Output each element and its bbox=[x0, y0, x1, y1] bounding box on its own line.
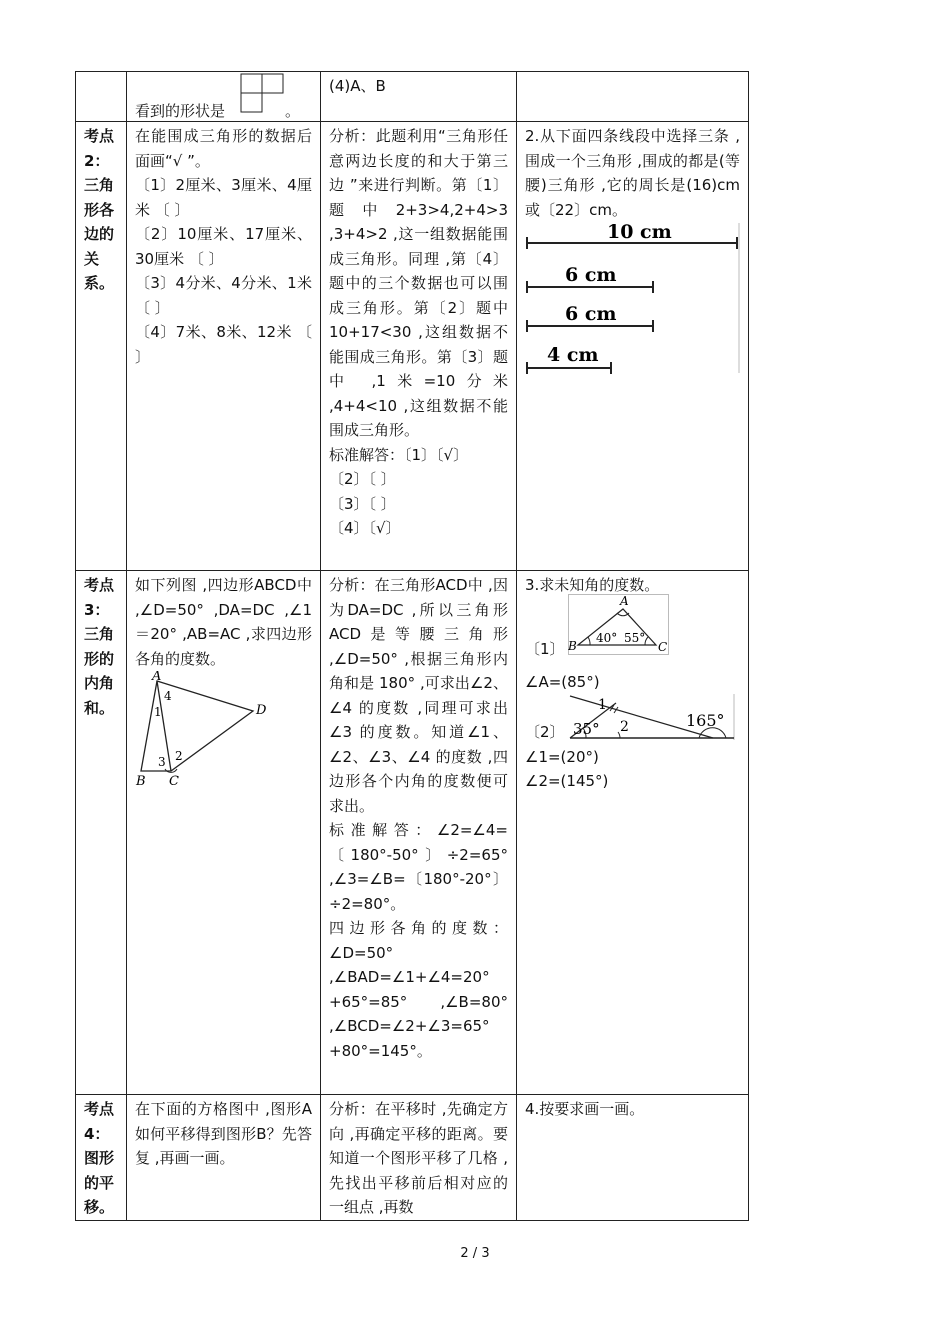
result-text: 四边形各角的度数：∠D=50° ,∠BAD=∠1+∠4=20°+65°=85° ,∠B=80° ,∠BCD=∠2+∠3=65°+80°=145°。 bbox=[329, 919, 508, 1060]
page-number: 2 / 3 bbox=[460, 1246, 490, 1261]
row0-example-end: 。 bbox=[285, 102, 301, 120]
angle-label: 1 bbox=[598, 697, 607, 713]
row2-exercise-cell bbox=[517, 571, 749, 1095]
example-text: 如下列图 ,四边形ABCD中 ,∠D=50° ,DA=DC ,∠1＝20° ,AB=AC ,求四边形各角的度数。 bbox=[135, 576, 312, 668]
vertex-label: B bbox=[568, 639, 577, 653]
row0-exercise-cell bbox=[517, 72, 749, 122]
example-text: 在下面的方格图中 ,图形A如何平移得到图形B？先答复 ,再画一画。 bbox=[135, 1100, 312, 1167]
row3-exercise-cell bbox=[517, 1095, 749, 1221]
angle-label: 35° bbox=[573, 720, 600, 738]
segment-label: 10 cm bbox=[607, 223, 672, 243]
answer-line: 〔2〕〔 〕 bbox=[329, 470, 396, 488]
quadrilateral-figure bbox=[135, 671, 275, 787]
row2-analysis-cell bbox=[321, 571, 517, 1095]
triangle-figure bbox=[568, 594, 670, 656]
angle-label: 2 bbox=[175, 749, 183, 763]
vertex-label: C bbox=[658, 640, 668, 654]
row0-analysis-cell bbox=[321, 72, 517, 122]
table-row bbox=[76, 1095, 749, 1221]
analysis-text: 分析：此题利用“三角形任意两边长度的和大于第三边 ”来进行判断。第〔1〕题中2+3>4,2+4>3 ,3+4>2 ,这一组数据能围成三角形。同理 ,第〔4〕题中的三个数据也可以围成三角形。第〔2〕题中 10+17<30 ,这组数据不能围成三角形。第〔3〕题中 ,1米=10分米 ,4+4<10 ,这组数据不能围成三角形。 bbox=[329, 127, 508, 439]
vertex-label: C bbox=[169, 774, 179, 787]
row0-analysis-text: (4)A、B bbox=[329, 77, 386, 95]
row1-label-cell bbox=[76, 122, 127, 571]
question-answer: ∠1=(20°) bbox=[525, 748, 599, 766]
topic-label: 考点3：三角形的内角和。 bbox=[84, 576, 115, 717]
exercise-text: 2.从下面四条线段中选择三条 ,围成一个三角形 ,围成的都是(等腰)三角形 ,它的周长是(16)cm或〔22〕cm。 bbox=[525, 127, 740, 219]
vertex-label: A bbox=[152, 671, 162, 684]
vertex-label: B bbox=[136, 774, 146, 787]
row1-exercise-cell bbox=[517, 122, 749, 571]
segment-label: 4 cm bbox=[547, 344, 599, 366]
angle-label: 4 bbox=[164, 689, 172, 703]
shape-view-figure bbox=[240, 72, 290, 116]
example-item: 〔3〕4分米、4分米、1米 〔 〕 bbox=[135, 274, 312, 317]
exercise-text: 4.按要求画一画。 bbox=[525, 1100, 645, 1118]
row1-analysis-cell bbox=[321, 122, 517, 571]
angle-label: 1 bbox=[154, 705, 162, 719]
angle-label: 165° bbox=[686, 711, 725, 730]
question-label: 〔2〕 bbox=[525, 723, 565, 741]
vertex-label: D bbox=[256, 703, 267, 718]
example-item: 〔2〕10厘米、17厘米、30厘米 〔 〕 bbox=[135, 225, 312, 268]
table-row bbox=[76, 72, 749, 122]
angle-label: 40° bbox=[596, 631, 618, 645]
angle-label: 2 bbox=[620, 719, 629, 735]
table-row bbox=[76, 571, 749, 1095]
row3-label-cell bbox=[76, 1095, 127, 1221]
answer-line: 〔4〕〔√〕 bbox=[329, 519, 401, 537]
segments-figure bbox=[525, 223, 741, 375]
vertex-label: A bbox=[620, 594, 629, 608]
exercise-title: 3.求未知角的度数。 bbox=[525, 576, 660, 594]
knowledge-table bbox=[75, 71, 749, 1221]
angle-label: 3 bbox=[158, 755, 166, 769]
example-intro: 在能围成三角形的数据后面画“√ ”。 bbox=[135, 127, 312, 170]
row0-example-cell bbox=[127, 72, 321, 122]
question-answer: ∠A=(85°) bbox=[525, 673, 600, 691]
angle-label: 55° bbox=[624, 631, 646, 645]
table-row bbox=[76, 122, 749, 571]
row2-example-cell bbox=[127, 571, 321, 1095]
row0-example-text: 看到的形状是 bbox=[135, 102, 226, 120]
question-label: 〔1〕 bbox=[525, 640, 565, 658]
analysis-text: 分析：在三角形ACD中 ,因为DA=DC ,所以三角形ACD是等腰三角形 ,∠D=50° ,根据三角形内角和是 180° ,可求出∠2、∠4 的度数 ,同理可求出∠3 的度数。知道∠1、∠2、∠3、∠4 的度数 ,四边形各个内角的度数便可求出。 bbox=[329, 576, 508, 815]
row3-analysis-cell bbox=[321, 1095, 517, 1221]
analysis-text: 分析：在平移时 ,先确定方向 ,再确定平移的距离。要知道一个图形平移了几格 ,先找出平移前后相对应的一组点 ,再数 bbox=[329, 1100, 508, 1216]
answer-line: 标准解答：〔1〕〔√〕 bbox=[329, 445, 469, 464]
example-item: 〔1〕2厘米、3厘米、4厘米 〔 〕 bbox=[135, 176, 312, 219]
transversal-figure bbox=[568, 694, 738, 742]
segment-label: 6 cm bbox=[565, 303, 617, 325]
question-answer: ∠2=(145°) bbox=[525, 772, 609, 790]
example-item: 〔4〕7米、8米、12米 〔 〕 bbox=[135, 323, 312, 366]
answer-line: 〔3〕〔 〕 bbox=[329, 494, 396, 513]
row2-label-cell bbox=[76, 571, 127, 1095]
topic-label: 考点4：图形的平移。 bbox=[84, 1100, 115, 1216]
topic-label: 考点2：三角形各边的关系。 bbox=[84, 127, 115, 292]
row3-example-cell bbox=[127, 1095, 321, 1221]
segment-label: 6 cm bbox=[565, 264, 617, 286]
answer-text: 标准解答：∠2=∠4=〔180°-50°〕÷2=65° ,∠3=∠B=〔180°-20°〕÷2=80°。 bbox=[329, 821, 508, 913]
row0-label-cell bbox=[76, 72, 127, 122]
row1-example-cell bbox=[127, 122, 321, 571]
